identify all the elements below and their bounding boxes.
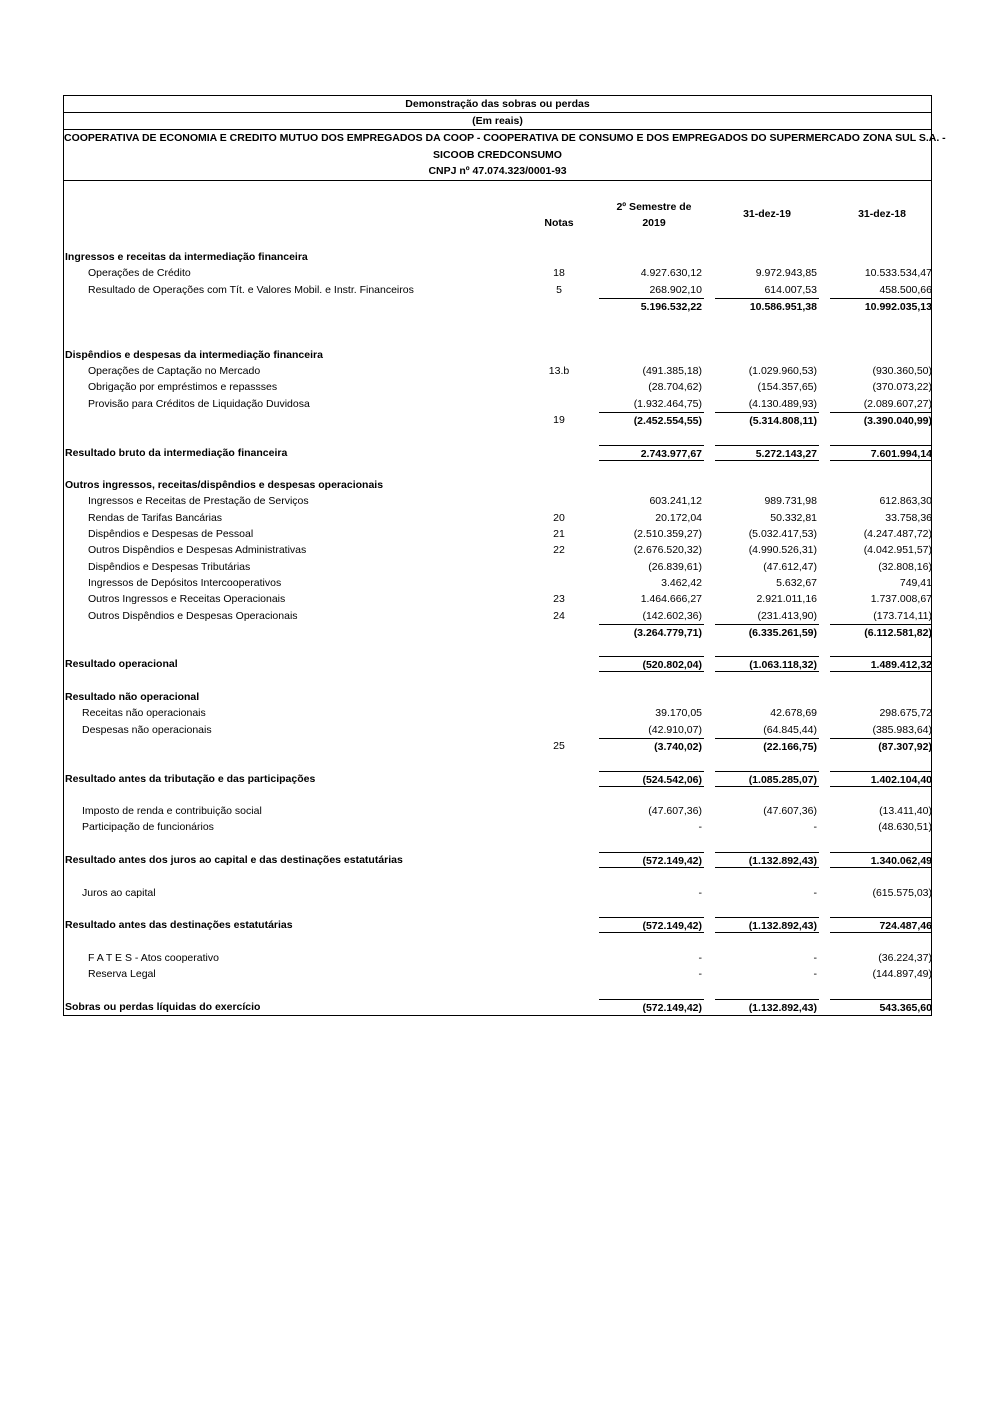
value-dec19: - xyxy=(813,951,817,964)
value-dec19: 50.332,81 xyxy=(770,511,817,524)
value-dec18: (370.073,22) xyxy=(872,381,932,394)
table-row xyxy=(64,885,931,901)
section-header-row xyxy=(64,689,931,705)
column-header-dec19: 31-dez-19 xyxy=(743,208,791,220)
column-headers xyxy=(64,181,931,249)
value-dec19: 5.272.143,27 xyxy=(715,445,819,461)
value-dec18: 458.500,66 xyxy=(879,283,932,296)
value-dec19: 2.921.011,16 xyxy=(756,593,817,606)
row-label: Resultado antes das destinações estatutárias xyxy=(65,919,293,932)
row-label: Outros Dispêndios e Despesas Administrativas xyxy=(88,544,307,557)
value-dec19: (231.413,90) xyxy=(757,609,817,622)
entity-cnpj: CNPJ nº 47.074.323/0001-93 xyxy=(428,165,567,177)
value-dec18: (2.089.607,27) xyxy=(863,397,932,410)
value-dec18: 1.489.412,32 xyxy=(830,656,932,672)
value-dec19: (5.032.417,53) xyxy=(748,528,817,541)
table-row xyxy=(64,575,931,591)
spacer xyxy=(64,933,931,949)
spacer xyxy=(64,461,931,477)
row-label: Participação de funcionários xyxy=(82,821,214,834)
value-dec18: (3.390.040,99) xyxy=(830,412,932,428)
value-sem2019: - xyxy=(698,821,702,834)
spacer xyxy=(64,982,931,998)
row-label: Dispêndios e despesas da intermediação financeira xyxy=(65,348,323,361)
value-dec19: (1.132.892,43) xyxy=(715,852,819,868)
row-note: 13.b xyxy=(548,365,570,378)
value-sem2019: (572.149,42) xyxy=(599,999,704,1015)
column-header-notas: Notas xyxy=(544,217,574,229)
row-label: Ingressos de Depósitos Intercooperativos xyxy=(88,576,282,589)
spacer xyxy=(64,836,931,852)
spacer xyxy=(64,640,931,656)
value-sem2019: - xyxy=(698,886,702,899)
value-dec18: 749,41 xyxy=(899,576,932,589)
value-sem2019: (42.910,07) xyxy=(648,723,702,736)
table-row xyxy=(64,950,931,966)
table-row xyxy=(64,379,931,395)
value-sem2019: (491.385,18) xyxy=(642,365,702,378)
table-row xyxy=(64,722,931,738)
subtotal-row xyxy=(64,412,931,428)
value-dec18: 1.402.104,40 xyxy=(830,771,932,787)
spacer xyxy=(64,754,931,770)
row-note: 22 xyxy=(553,544,565,557)
section-header-row xyxy=(64,249,931,265)
value-dec19: 9.972.943,85 xyxy=(755,267,817,280)
table-row xyxy=(64,705,931,721)
value-sem2019: (3.740,02) xyxy=(599,738,704,754)
entity-name-line1: COOPERATIVA DE ECONOMIA E CREDITO MUTUO DOS EMPREGADOS DA COOP - COOPERATIVA DE CONSUMO E DOS EMPREGADOS DO SUPERMERCADO ZONA SUL S.A. - xyxy=(64,132,946,144)
value-sem2019: 4.927.630,12 xyxy=(640,267,702,280)
table-row xyxy=(64,493,931,509)
value-sem2019: (520.802,04) xyxy=(599,656,704,672)
value-dec18: 724.487,46 xyxy=(830,917,932,933)
row-label: F A T E S - Atos cooperativo xyxy=(88,951,219,964)
value-dec19: - xyxy=(813,968,817,981)
table-row xyxy=(64,966,931,982)
value-dec19: (47.612,47) xyxy=(763,560,817,573)
value-dec19: (1.132.892,43) xyxy=(715,999,819,1015)
spacer xyxy=(64,673,931,689)
row-label: Dispêndios e Despesas de Pessoal xyxy=(88,528,254,541)
value-dec18: (13.411,40) xyxy=(879,805,932,818)
result-row xyxy=(64,852,931,868)
row-label: Juros ao capital xyxy=(82,886,156,899)
value-sem2019: 1.464.666,27 xyxy=(640,593,702,606)
value-dec18: (48.630,51) xyxy=(878,821,932,834)
row-label: Operações de Crédito xyxy=(88,267,191,280)
result-row xyxy=(64,445,931,461)
value-dec18: 543.365,60 xyxy=(830,999,932,1015)
row-note: 20 xyxy=(553,511,565,524)
row-label: Receitas não operacionais xyxy=(82,707,206,720)
row-label: Obrigação por empréstimos e repassses xyxy=(88,381,278,394)
spacer xyxy=(64,314,931,330)
column-header-semester-line2: 2019 xyxy=(642,217,666,229)
row-label: Outros ingressos, receitas/dispêndios e despesas operacionais xyxy=(65,479,384,492)
statement-units: (Em reais) xyxy=(64,113,931,130)
row-label: Resultado de Operações com Tít. e Valores Mobil. e Instr. Financeiros xyxy=(88,283,414,296)
value-dec18: (930.360,50) xyxy=(872,365,932,378)
table-row xyxy=(64,559,931,575)
spacer xyxy=(64,868,931,884)
value-sem2019: (142.602,36) xyxy=(642,609,702,622)
table-row xyxy=(64,265,931,281)
row-label: Resultado antes dos juros ao capital e das destinações estatutárias xyxy=(65,853,403,866)
value-sem2019: 39.170,05 xyxy=(655,707,702,720)
value-dec19: (4.990.526,31) xyxy=(748,544,817,557)
row-label: Dispêndios e Despesas Tributárias xyxy=(88,560,251,573)
table-row xyxy=(64,803,931,819)
column-header-semester xyxy=(599,199,709,231)
table-row xyxy=(64,363,931,379)
value-dec19: (1.063.118,32) xyxy=(715,656,819,672)
value-sem2019: 268.902,10 xyxy=(649,283,702,296)
value-dec18: (615.575,03) xyxy=(872,886,932,899)
table-row xyxy=(64,591,931,607)
value-dec19: (1.132.892,43) xyxy=(715,917,819,933)
value-dec19: 5.632,67 xyxy=(776,576,817,589)
value-dec19: 989.731,98 xyxy=(764,495,817,508)
column-header-dec18: 31-dez-18 xyxy=(858,208,906,220)
table-row xyxy=(64,510,931,526)
value-sem2019: - xyxy=(698,968,702,981)
value-dec18: 1.340.062,49 xyxy=(830,852,932,868)
spacer xyxy=(64,901,931,917)
income-statement-table xyxy=(63,95,946,1016)
value-dec18: 7.601.994,14 xyxy=(830,445,932,461)
value-sem2019: 20.172,04 xyxy=(655,511,702,524)
row-note: 18 xyxy=(553,267,565,280)
result-row xyxy=(64,771,931,787)
row-label: Rendas de Tarifas Bancárias xyxy=(88,511,223,524)
value-dec19: (5.314.808,11) xyxy=(715,412,819,428)
row-label: Provisão para Créditos de Liquidação Duvidosa xyxy=(88,397,310,410)
value-sem2019: 2.743.977,67 xyxy=(599,445,704,461)
table-row xyxy=(64,608,931,624)
row-label: Despesas não operacionais xyxy=(82,723,212,736)
value-sem2019: (572.149,42) xyxy=(599,917,704,933)
table-row xyxy=(64,542,931,558)
table-row xyxy=(64,819,931,835)
row-note: 5 xyxy=(556,283,562,296)
row-note: 19 xyxy=(553,413,565,426)
value-dec19: (4.130.489,93) xyxy=(748,397,817,410)
value-sem2019: (1.932.464,75) xyxy=(633,397,702,410)
value-dec19: (1.085.285,07) xyxy=(715,771,819,787)
value-dec18: (4.247.487,72) xyxy=(863,528,932,541)
value-dec19: - xyxy=(813,821,817,834)
value-dec19: 42.678,69 xyxy=(770,707,817,720)
value-dec18: 612.863,30 xyxy=(879,495,932,508)
value-dec18: 33.758,36 xyxy=(885,511,932,524)
row-label: Ingressos e receitas da intermediação financeira xyxy=(65,251,308,263)
entity-name-line2: SICOOB CREDCONSUMO xyxy=(433,148,562,161)
result-row xyxy=(64,917,931,933)
row-label: Ingressos e Receitas de Prestação de Serviços xyxy=(88,495,309,508)
table-row xyxy=(64,282,931,298)
value-dec19: - xyxy=(813,886,817,899)
value-sem2019: (572.149,42) xyxy=(599,852,704,868)
value-sem2019: (2.452.554,55) xyxy=(599,412,704,428)
value-dec18: 298.675,72 xyxy=(879,707,932,720)
section-header-row xyxy=(64,347,931,363)
table-row xyxy=(64,526,931,542)
value-dec18: (32.808,16) xyxy=(878,560,932,573)
value-dec18: (144.897,49) xyxy=(872,968,932,981)
row-note: 21 xyxy=(553,528,565,541)
subtotal-row xyxy=(64,738,931,754)
section-header-row xyxy=(64,477,931,493)
value-dec19: (1.029.960,53) xyxy=(748,365,817,378)
value-dec18: 10.992.035,13 xyxy=(830,298,932,314)
spacer xyxy=(64,428,931,444)
subtotal-row xyxy=(64,624,931,640)
value-sem2019: (28.704,62) xyxy=(648,381,702,394)
value-dec18: (385.983,64) xyxy=(872,723,932,736)
value-dec18: (173.714,11) xyxy=(873,609,932,622)
value-sem2019: (2.510.359,27) xyxy=(633,528,702,541)
net-result-row xyxy=(64,999,931,1015)
value-dec19: (22.166,75) xyxy=(715,738,819,754)
value-dec19: (154.357,65) xyxy=(757,381,817,394)
value-dec19: 614.007,53 xyxy=(764,283,817,296)
row-label: Operações de Captação no Mercado xyxy=(88,365,261,378)
spacer xyxy=(64,330,931,346)
value-sem2019: 3.462,42 xyxy=(661,576,702,589)
value-sem2019: (47.607,36) xyxy=(648,805,702,818)
value-dec19: (64.845,44) xyxy=(763,723,817,736)
value-dec19: (47.607,36) xyxy=(763,805,817,818)
column-header-semester-line1: 2º Semestre de xyxy=(616,201,692,213)
value-dec19: 10.586.951,38 xyxy=(715,298,819,314)
value-sem2019: (3.264.779,71) xyxy=(599,624,704,640)
value-dec19: (6.335.261,59) xyxy=(715,624,819,640)
row-label: Imposto de renda e contribuição social xyxy=(82,805,262,818)
value-dec18: (87.307,92) xyxy=(830,738,932,754)
row-label: Sobras ou perdas líquidas do exercício xyxy=(65,1000,261,1013)
value-sem2019: 603.241,12 xyxy=(649,495,702,508)
statement-title: Demonstração das sobras ou perdas xyxy=(64,96,931,113)
table-row xyxy=(64,396,931,412)
value-sem2019: - xyxy=(698,951,702,964)
value-dec18: 1.737.008,67 xyxy=(870,593,932,606)
entity-header xyxy=(64,130,946,181)
row-label: Resultado não operacional xyxy=(65,691,200,704)
row-label: Resultado operacional xyxy=(65,658,178,671)
row-note: 24 xyxy=(553,609,565,622)
row-label: Resultado antes da tributação e das participações xyxy=(65,772,316,785)
row-note: 25 xyxy=(553,739,565,752)
row-note: 23 xyxy=(553,593,565,606)
value-sem2019: (2.676.520,32) xyxy=(633,544,702,557)
value-sem2019: (26.839,61) xyxy=(648,560,702,573)
value-dec18: (36.224,37) xyxy=(878,951,932,964)
row-label: Reserva Legal xyxy=(88,968,156,981)
value-sem2019: (524.542,06) xyxy=(599,771,704,787)
subtotal-row xyxy=(64,298,931,314)
spacer xyxy=(64,787,931,803)
value-dec18: 10.533.534,47 xyxy=(864,267,932,280)
value-sem2019: 5.196.532,22 xyxy=(599,298,704,314)
row-label: Outros Dispêndios e Despesas Operacionais xyxy=(88,609,298,622)
value-dec18: (6.112.581,82) xyxy=(830,624,932,640)
result-row xyxy=(64,656,931,672)
value-dec18: (4.042.951,57) xyxy=(863,544,932,557)
row-label: Outros Ingressos e Receitas Operacionais xyxy=(88,593,286,606)
row-label: Resultado bruto da intermediação financeira xyxy=(65,446,288,459)
